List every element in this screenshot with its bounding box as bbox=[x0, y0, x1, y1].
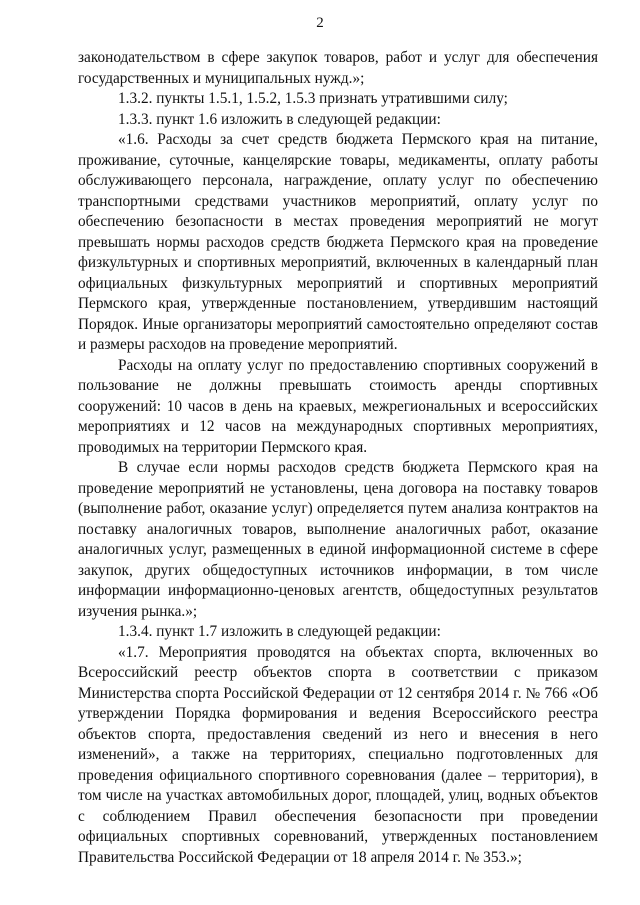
paragraph-facilities-rent: Расходы на оплату услуг по предоставлению спортивных сооружений в пользование не должны превышать стоимость аренды спортивных сооружений: 10 часов в день на краевых, межрегиональных и всероссийских мероприятиях и 12 часов на международных спортивных мероприятиях, проводимых на территории Пермского края. bbox=[78, 356, 598, 456]
paragraph-continuation: законодательством в сфере закупок товаров, работ и услуг для обеспечения государственных и муниципальных нужд.»; bbox=[78, 49, 598, 87]
paragraph-contract-price: В случае если нормы расходов средств бюджета Пермского края на проведение мероприятий не установлены, цена договора на поставку товаров (выполнение работ, оказание услуг) определяется путем анализа контрактов на поставку аналогичных товаров, выполнение аналогичных работ, оказание аналогичных услуг, размещенных в единой информационной системе в сфере закупок, других общедоступных источников информации, в том числе информации информационно-ценовых агентств, общедоступных результатов изучения рынка.»; bbox=[78, 459, 598, 620]
paragraph-1-3-4: 1.3.4. пункт 1.7 изложить в следующей редакции: bbox=[118, 623, 441, 640]
page-number: 2 bbox=[316, 15, 324, 31]
paragraph-1-3-3: 1.3.3. пункт 1.6 изложить в следующей редакции: bbox=[118, 110, 441, 128]
paragraph-1-6: «1.6. Расходы за счет средств бюджета Пермского края на питание, проживание, суточные, канцелярские товары, медикаменты, оплату работы обслуживающего персонала, награждение, оплату услуг по обеспечению транспортными средствами участников мероприятий, оплату услуг по обеспечению безопасности в местах проведения мероприятий не могут превышать нормы расходов средств бюджета Пермского края на проведение физкультурных и спортивных мероприятий, включенных в календарный план официальных физкультурных мероприятий и спортивных мероприятий Пермского края, утвержденные постановлением, утвердившим настоящий Порядок. Иные организаторы мероприятий самостоятельно определяют состав и размеры расходов на проведение мероприятий. bbox=[78, 131, 598, 353]
paragraph-1-7: «1.7. Мероприятия проводятся на объектах спорта, включенных во Всероссийский реестр объектов спорта в соответствии с приказом Министерства спорта Российской Федерации от 12 сентября 2014 г. № 766 «Об утверждении Порядка формирования и ведения Всероссийского реестра объектов спорта, предоставления сведений из него и внесения в него изменений», а также на территориях, специально подготовленных для проведения официального спортивного соревнования (далее – территория), в том числе на участках автомобильных дорог, площадей, улиц, водных объектов с соблюдением Правил обеспечения безопасности при проведении официальных спортивных соревнований, утвержденных постановлением Правительства Российской Федерации от 18 апреля 2014 г. № 353.»; bbox=[78, 643, 598, 866]
paragraph-1-3-2: 1.3.2. пункты 1.5.1, 1.5.2, 1.5.3 признать утратившими силу; bbox=[118, 90, 508, 107]
document-body bbox=[78, 48, 598, 868]
